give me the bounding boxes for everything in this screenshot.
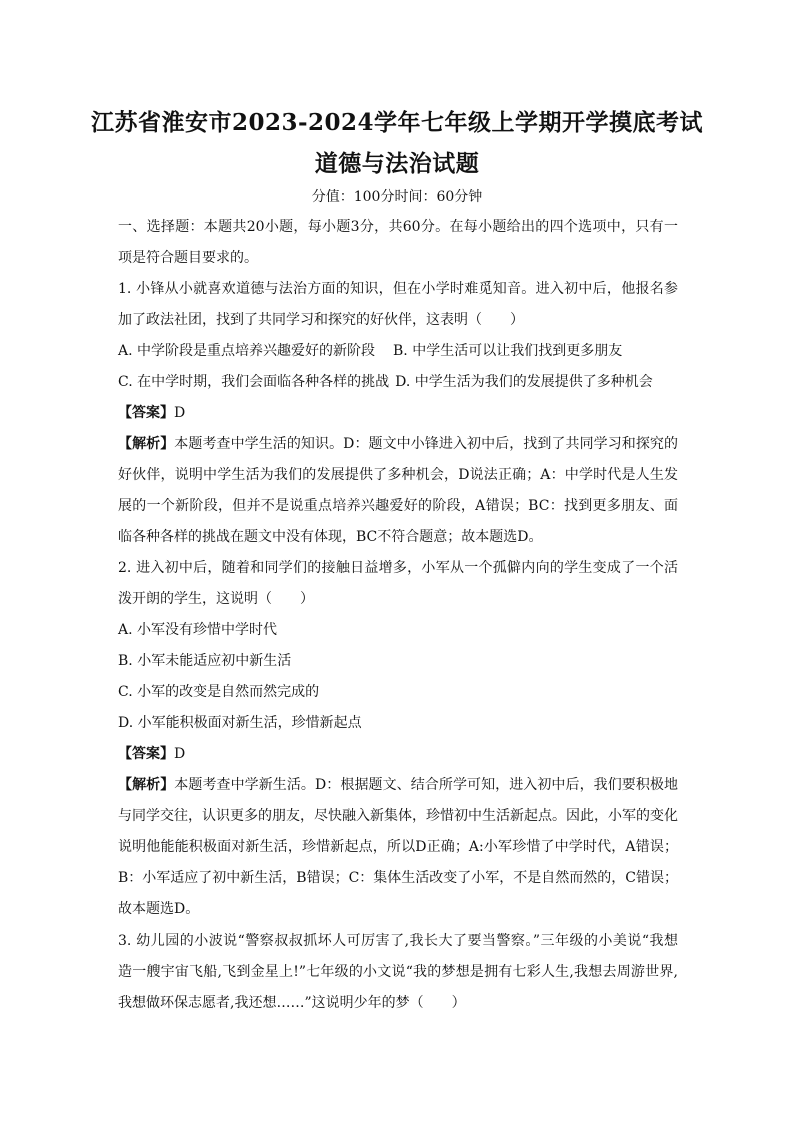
answer-line — [118, 398, 678, 429]
question-stem-line: 2. 进入初中后，随着和同学们的接触日益增多，小军从一个孤僻内向的学生变成了一个活 — [118, 560, 678, 576]
analysis-line: 临各种各样的挑战在题文中没有体现，BC不符合题意；故本题选D。 — [118, 529, 543, 545]
analysis-line: 好伙伴，说明中学生活为我们的发展提供了多种机会，D说法正确；A：中学时代是人生发 — [118, 467, 678, 483]
analysis-line: 与同学交往，认识更多的朋友，尽快融入新集体，珍惜初中生活新起点。因此，小军的变化 — [118, 808, 678, 824]
question-stem-line: 3. 幼儿园的小波说“警察叔叔抓坏人可厉害了,我长大了要当警察。”三年级的小美说“我想 — [118, 933, 678, 949]
option-row — [118, 367, 678, 398]
analysis-line: 说明他能能积极面对新生活，珍惜新起点，所以D正确；A:小军珍惜了中学时代，A错误； — [118, 839, 678, 855]
option-d: D. 中学生活为我们的发展提供了多种机会 — [395, 374, 653, 390]
answer-label: 【答案】 — [118, 746, 174, 762]
analysis-line: 展的一个新阶段，但并不是说重点培养兴趣爱好的阶段，A错误；BC：找到更多朋友、面 — [118, 498, 678, 514]
question-stem-line: 泼开朗的学生，这说明（ ） — [118, 591, 314, 607]
option-b: B. 小军未能适应初中新生活 — [118, 653, 292, 669]
question-stem-line: 1. 小锋从小就喜欢道德与法治方面的知识，但在小学时难觅知音。进入初中后，他报名参 — [118, 281, 678, 297]
option-a: A. 小军没有珍惜中学时代 — [118, 622, 278, 638]
analysis-label: 【解析】 — [118, 436, 175, 452]
question-2 — [118, 553, 678, 925]
question-stem-line: 我想做环保志愿者,我还想……”这说明少年的梦（ ） — [118, 995, 466, 1011]
answer-label: 【答案】 — [118, 405, 174, 421]
document-title: 江苏省淮安市2023-2024学年七年级上学期开学摸底考试 — [90, 109, 704, 136]
option-d: D. 小军能积极面对新生活，珍惜新起点 — [118, 715, 362, 731]
option-c: C. 小军的改变是自然而然完成的 — [118, 684, 320, 700]
section-heading-line: 项是符合题目要求的。 — [118, 250, 258, 266]
analysis-line: B：小军适应了初中新生活，B错误；C：集体生活改变了小军，不是自然而然的，C错误； — [118, 870, 678, 886]
analysis-text: 本题考查中学生活的知识。D：题文中小锋进入初中后，找到了共同学习和探究的 — [174, 436, 679, 452]
analysis-line — [118, 429, 678, 460]
question-3 — [118, 926, 678, 1019]
question-1 — [118, 274, 678, 553]
question-stem-line: 造一艘宇宙飞船,飞到金星上!”七年级的小文说“我的梦想是拥有七彩人生,我想去周游世界, — [118, 964, 678, 980]
analysis-label: 【解析】 — [118, 777, 175, 793]
document-subtitle: 道德与法治试题 — [314, 150, 480, 177]
option-row — [118, 336, 678, 367]
answer-value: D — [174, 405, 186, 421]
analysis-line: 故本题选D。 — [118, 901, 200, 917]
answer-line — [118, 739, 678, 770]
section-heading-line: 一、选择题：本题共20小题，每小题3分，共60分。在每小题给出的四个选项中，只有一 — [118, 219, 678, 235]
option-b: B. 中学生活可以让我们找到更多朋友 — [393, 343, 623, 359]
option-a: A. 中学阶段是重点培养兴趣爱好的新阶段 — [118, 343, 376, 359]
option-c: C. 在中学时期，我们会面临各种各样的挑战 — [118, 374, 390, 390]
analysis-text: 本题考查中学新生活。D：根据题文、结合所学可知，进入初中后，我们要积极地 — [174, 777, 679, 793]
section-heading — [118, 212, 678, 274]
analysis-line — [118, 770, 678, 801]
exam-meta: 分值：100分时间：60分钟 — [311, 189, 483, 205]
question-stem-line: 加了政法社团，找到了共同学习和探究的好伙伴，这表明（ ） — [118, 312, 524, 328]
answer-value: D — [174, 746, 186, 762]
